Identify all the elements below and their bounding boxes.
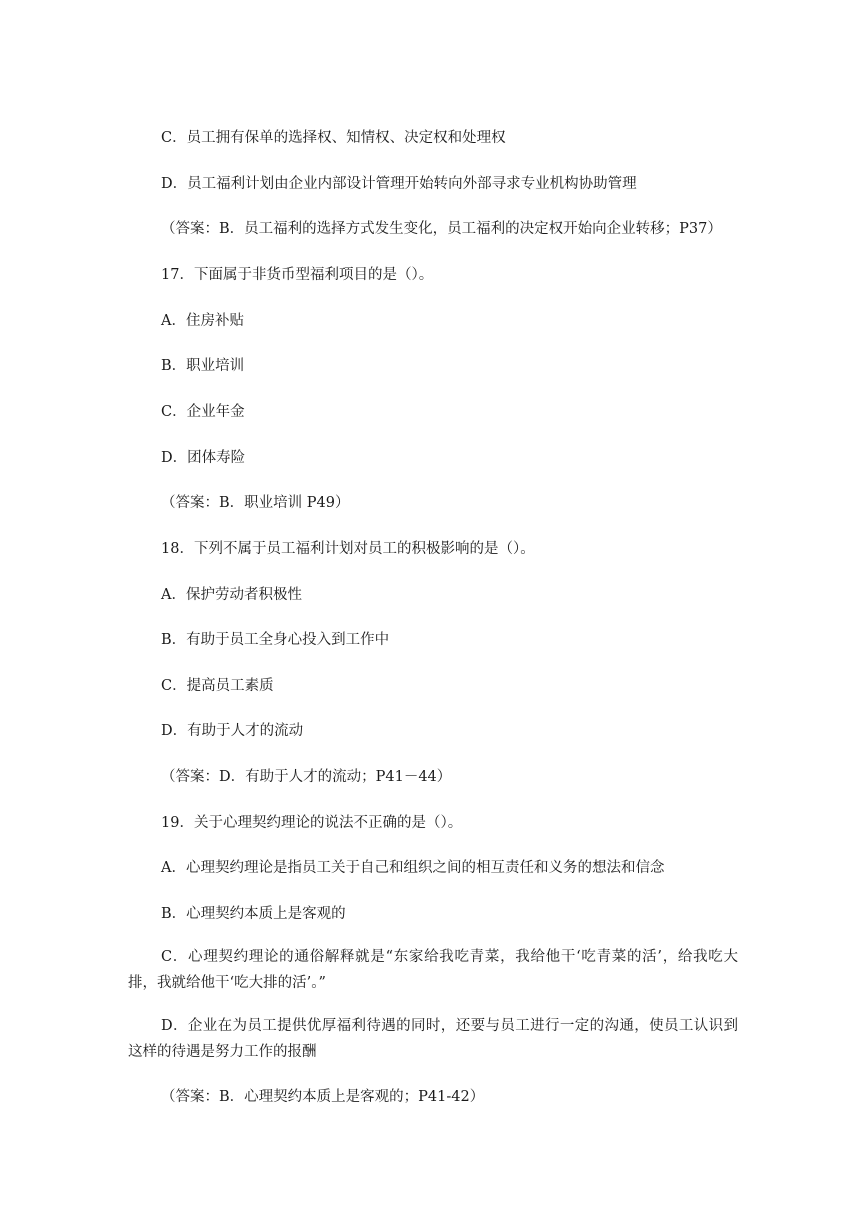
option-a-q18: A．保护劳动者积极性 <box>161 587 302 603</box>
option-d-q19: D．企业在为员工提供优厚福利待遇的同时，还要与员工进行一定的沟通，使员工认识到这样的待遇是努力工作的报酬 <box>128 1018 738 1060</box>
answer-q19: （答案：B．心理契约本质上是客观的；P41-42） <box>161 1089 485 1105</box>
answer-q16: （答案：B．员工福利的选择方式发生变化，员工福利的决定权开始向企业转移；P37） <box>161 221 722 237</box>
option-d-q16: D．员工福利计划由企业内部设计管理开始转向外部寻求专业机构协助管理 <box>161 176 637 192</box>
option-c-q17: C．企业年金 <box>161 404 245 420</box>
option-a-q19: A．心理契约理论是指员工关于自己和组织之间的相互责任和义务的想法和信念 <box>161 860 665 876</box>
answer-q18: （答案：D．有助于人才的流动；P41－44） <box>161 769 452 785</box>
option-b-q17: B．职业培训 <box>161 358 245 374</box>
option-b-q18: B．有助于员工全身心投入到工作中 <box>161 632 390 648</box>
option-c-q16: C．员工拥有保单的选择权、知情权、决定权和处理权 <box>161 130 506 146</box>
option-c-q19: C．心理契约理论的通俗解释就是“东家给我吃青菜，我给他干‘吃青菜的活’，给我吃大排，我就给他干‘吃大排的活’。” <box>128 949 738 991</box>
option-b-q19: B．心理契约本质上是客观的 <box>161 906 346 922</box>
option-c-q18: C．提高员工素质 <box>161 678 274 694</box>
question-17: 17．下面属于非货币型福利项目的是（）。 <box>161 267 434 283</box>
option-a-q17: A．住房补贴 <box>161 313 244 329</box>
question-19: 19．关于心理契约理论的说法不正确的是（）。 <box>161 815 463 831</box>
answer-q17: （答案：B．职业培训 P49） <box>161 495 350 511</box>
option-d-q17: D．团体寿险 <box>161 450 246 466</box>
question-18: 18．下列不属于员工福利计划对员工的积极影响的是（）。 <box>161 541 535 557</box>
option-d-q18: D．有助于人才的流动 <box>161 723 304 739</box>
